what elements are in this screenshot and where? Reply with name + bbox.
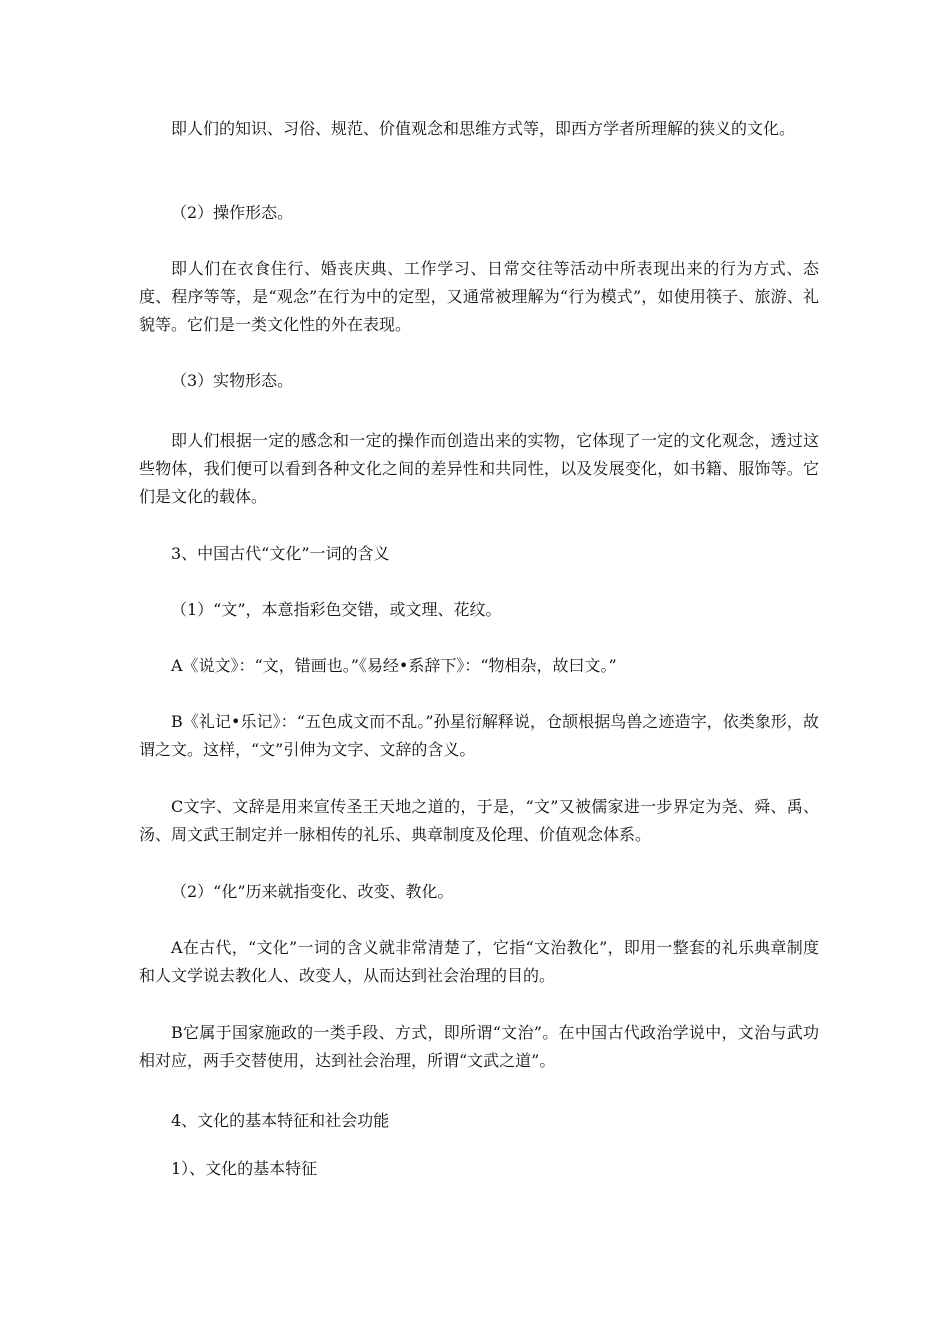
paragraph-wen-c: C文字、文辞是用来宣传圣王天地之道的，于是，“文”又被儒家进一步界定为尧、舜、禹、汤、周文武王制定并一脉相传的礼乐、典章制度及伦理、价值观念体系。 [139, 797, 819, 844]
heading-wen-meaning: （1）“文”，本意指彩色交错，或文理、花纹。 [171, 600, 502, 619]
paragraph-wen-b: B《礼记•乐记》：“五色成文而不乱。”孙星衍解释说，仓颉根据鸟兽之迹造字，依类象形，故谓之文。这样，“文”引伸为文字、文辞的含义。 [139, 712, 819, 759]
paragraph-hua-a: A在古代，“文化”一词的含义就非常清楚了，它指“文治教化”，即用一整套的礼乐典章制度和人文学说去教化人、改变人，从而达到社会治理的目的。 [139, 938, 819, 985]
heading-hua-meaning: （2）“化”历来就指变化、改变、教化。 [171, 882, 454, 901]
heading-basic-features: 1）、文化的基本特征 [171, 1159, 318, 1178]
heading-physical-form: （3）实物形态。 [171, 371, 294, 390]
paragraph-operational-definition: 即人们在衣食住行、婚丧庆典、工作学习、日常交往等活动中所表现出来的行为方式、态度、程序等等，是“观念”在行为中的定型，又通常被理解为“行为模式”，如使用筷子、旅游、礼貌等。它们是一类文化性的外在表现。 [139, 259, 819, 334]
heading-operational-form: （2）操作形态。 [171, 203, 294, 222]
paragraph-wen-a: A《说文》：“文，错画也。”《易经•系辞下》：“物相杂，故曰文。” [171, 656, 617, 675]
heading-section-3: 3、中国古代“文化”一词的含义 [171, 544, 390, 563]
paragraph-ideational-definition: 即人们的知识、习俗、规范、价值观念和思维方式等，即西方学者所理解的狭义的文化。 [171, 119, 796, 138]
paragraph-physical-definition: 即人们根据一定的感念和一定的操作而创造出来的实物，它体现了一定的文化观念，透过这些物体，我们便可以看到各种文化之间的差异性和共同性，以及发展变化，如书籍、服饰等。它们是文化的载体。 [139, 431, 819, 506]
heading-section-4: 4、文化的基本特征和社会功能 [171, 1111, 390, 1130]
paragraph-hua-b: B它属于国家施政的一类手段、方式，即所谓“文治”。在中国古代政治学说中，文治与武功相对应，两手交替使用，达到社会治理，所谓“文武之道”。 [139, 1023, 819, 1070]
